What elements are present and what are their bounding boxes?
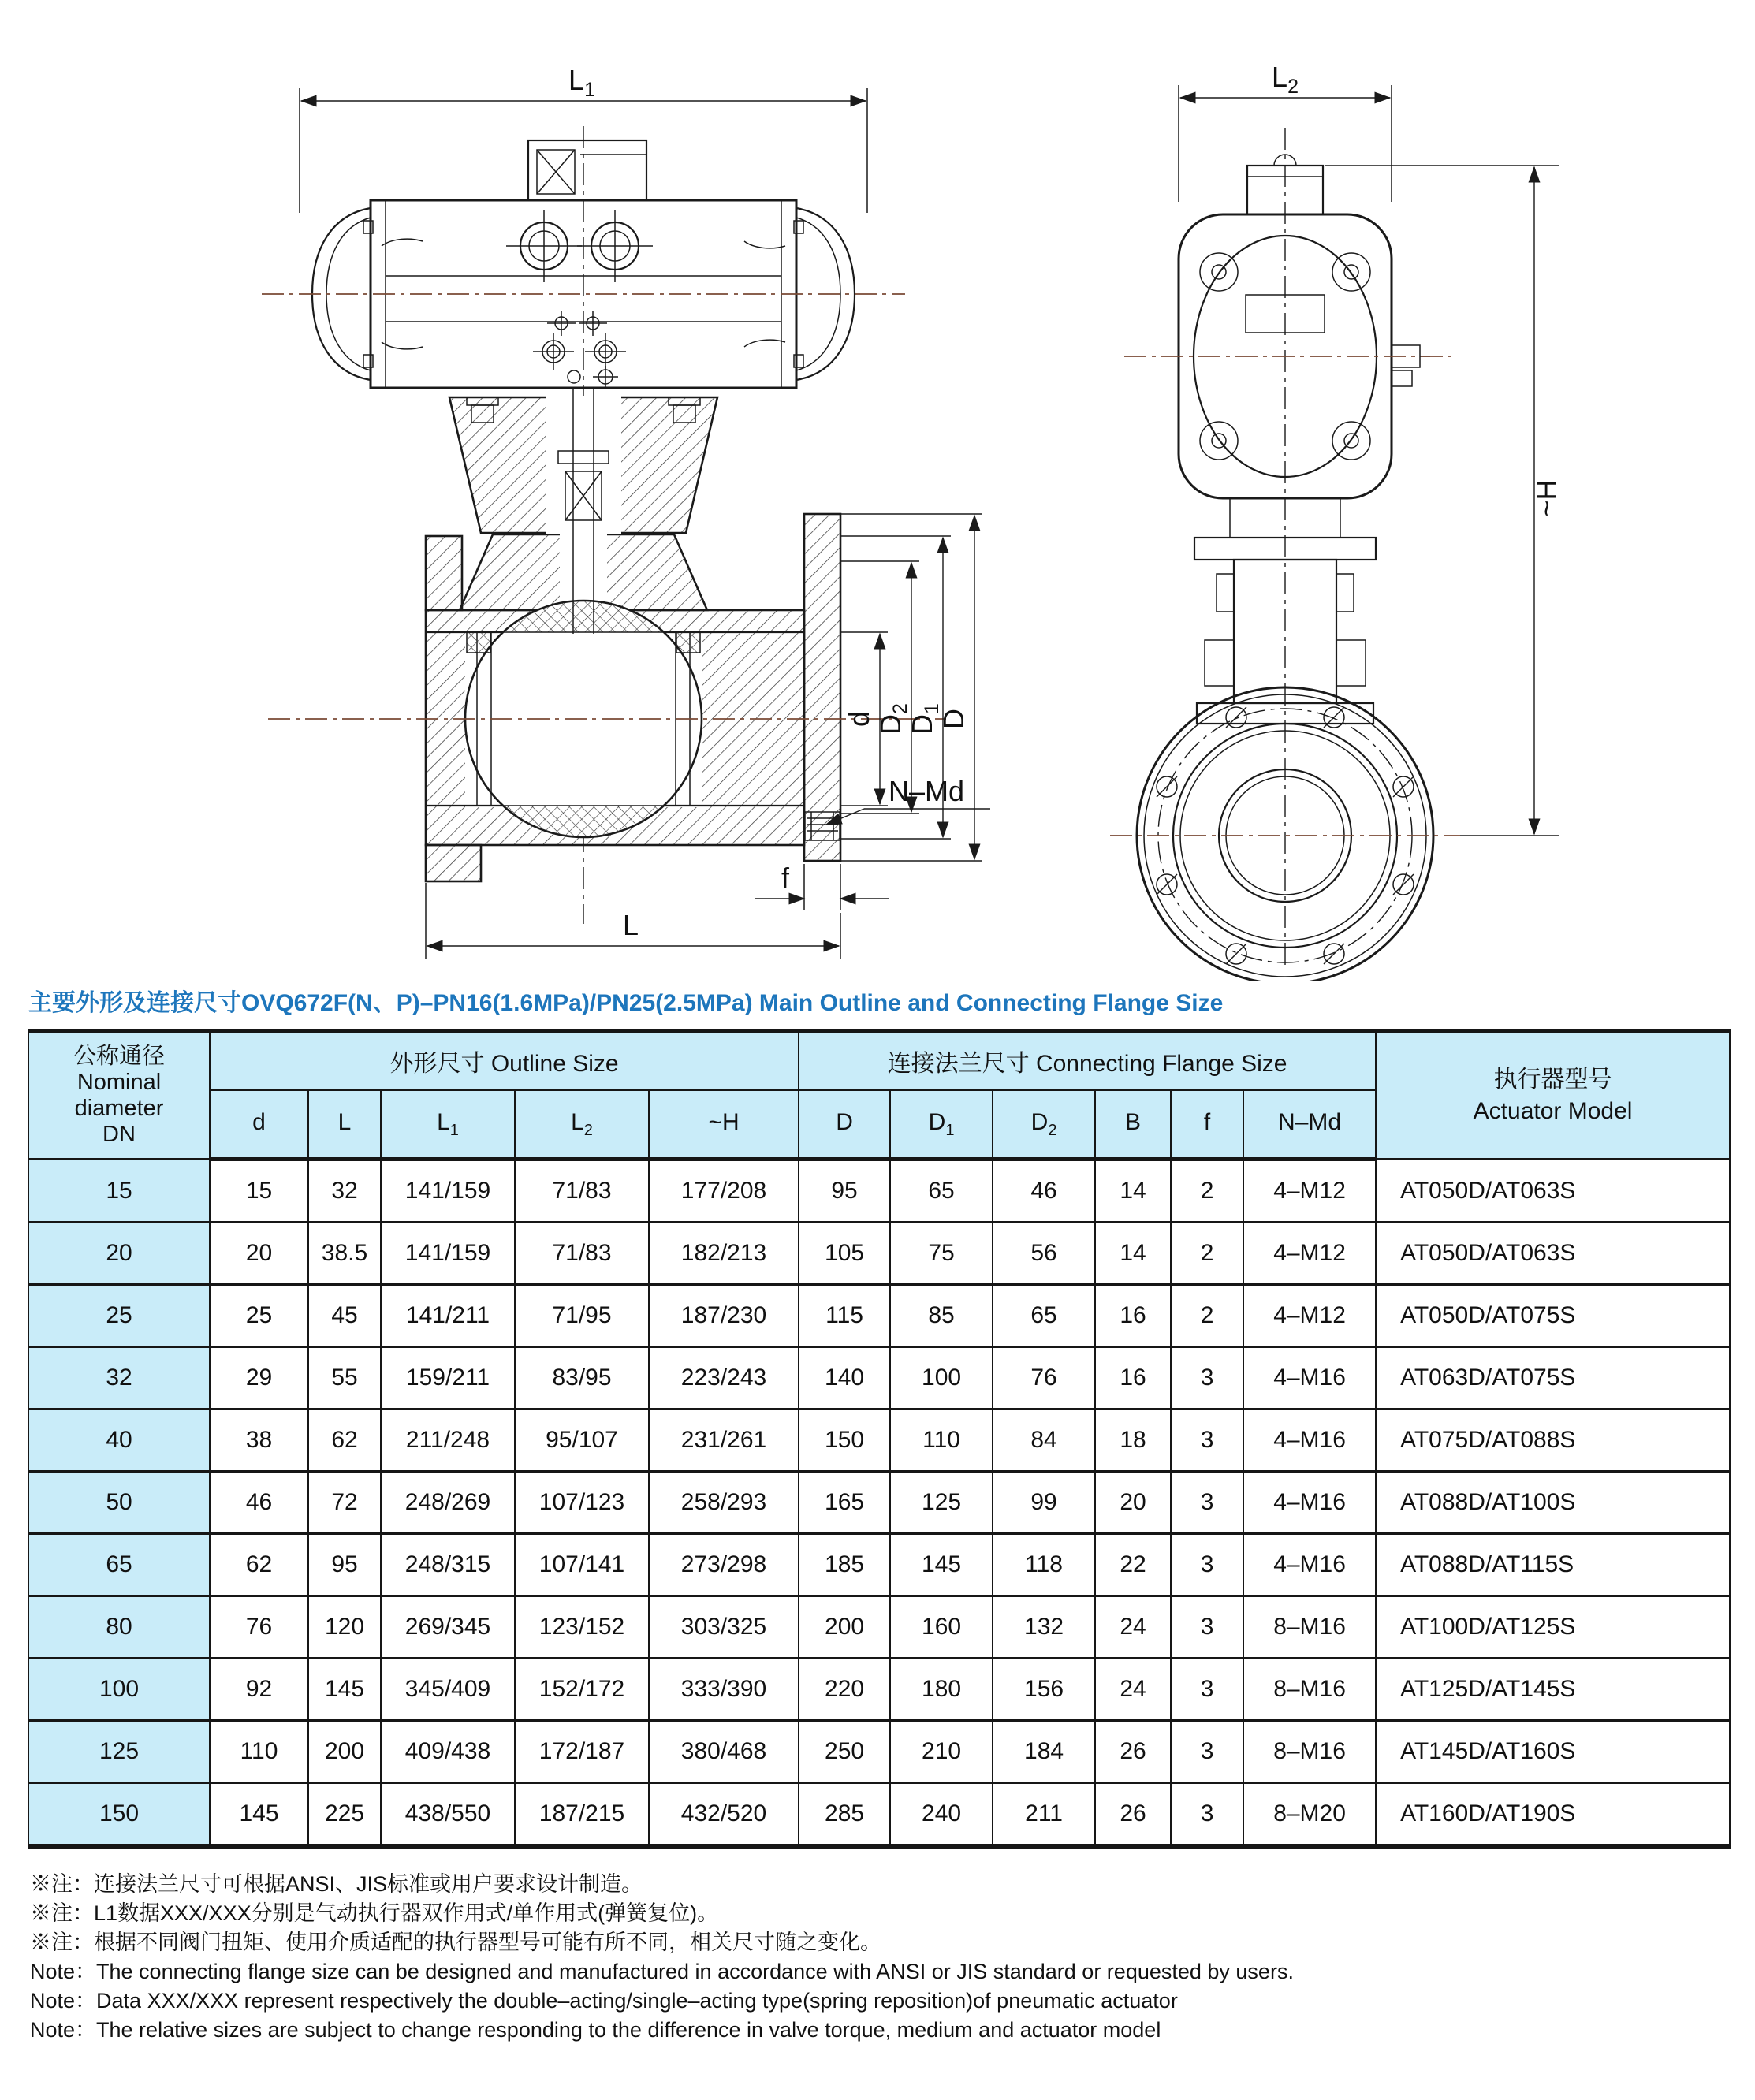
table-cell: 46 bbox=[210, 1472, 308, 1534]
table-cell: 248/315 bbox=[381, 1534, 515, 1596]
note-line: Note：Data XXX/XXX represent respectively the double–acting/single–acting type(spring reposition)of pneumatic actuator bbox=[30, 1989, 1178, 2013]
table-cell: 165 bbox=[799, 1472, 890, 1534]
table-cell: 3 bbox=[1171, 1596, 1243, 1659]
table-cell: 177/208 bbox=[649, 1160, 799, 1223]
drawing-end-view bbox=[970, 9, 1664, 981]
table-cell: 141/211 bbox=[381, 1285, 515, 1347]
table-cell: 250 bbox=[799, 1721, 890, 1783]
table-cell: 38.5 bbox=[308, 1223, 381, 1285]
table-cell: 180 bbox=[890, 1659, 993, 1721]
table-cell: 141/159 bbox=[381, 1223, 515, 1285]
table-cell: 95 bbox=[799, 1160, 890, 1223]
actuator-header-line: Actuator Model bbox=[1473, 1098, 1633, 1124]
col-header-B: B bbox=[1095, 1090, 1171, 1160]
actuator-end-view bbox=[1179, 155, 1430, 498]
table-cell: 269/345 bbox=[381, 1596, 515, 1659]
cell-dn: 80 bbox=[28, 1596, 210, 1659]
table-cell: 4–M16 bbox=[1243, 1534, 1376, 1596]
table-cell: 182/213 bbox=[649, 1223, 799, 1285]
note-line: Note：The relative sizes are subject to change responding to the difference in valve torque, medium and actuator model bbox=[30, 2018, 1161, 2042]
table-cell: 303/325 bbox=[649, 1596, 799, 1659]
cell-actuator-model: AT088D/AT100S bbox=[1376, 1472, 1730, 1534]
cell-dn: 150 bbox=[28, 1783, 210, 1847]
solenoid-fitting bbox=[528, 140, 646, 200]
table-cell: 145 bbox=[308, 1659, 381, 1721]
table-cell: 240 bbox=[890, 1783, 993, 1847]
table-cell: 184 bbox=[993, 1721, 1095, 1783]
col-header-dn bbox=[28, 1031, 210, 1160]
cell-dn: 125 bbox=[28, 1721, 210, 1783]
table-cell: 273/298 bbox=[649, 1534, 799, 1596]
table-cell: 118 bbox=[993, 1534, 1095, 1596]
table-cell: 172/187 bbox=[515, 1721, 649, 1783]
table-row bbox=[28, 1596, 1730, 1659]
table-cell: 152/172 bbox=[515, 1659, 649, 1721]
table-row bbox=[28, 1534, 1730, 1596]
table-cell: 105 bbox=[799, 1223, 890, 1285]
companion-flange bbox=[804, 514, 840, 861]
dimension-NMd bbox=[826, 775, 990, 825]
air-port-circles bbox=[506, 210, 653, 282]
table-row bbox=[28, 1659, 1730, 1721]
table-cell: 409/438 bbox=[381, 1721, 515, 1783]
table-cell: 145 bbox=[890, 1534, 993, 1596]
table-cell: 110 bbox=[890, 1409, 993, 1472]
table-row bbox=[28, 1285, 1730, 1347]
table-cell: 3 bbox=[1171, 1347, 1243, 1409]
table-cell: 220 bbox=[799, 1659, 890, 1721]
group-header-flange-size: 连接法兰尺寸 Connecting Flange Size bbox=[799, 1031, 1376, 1090]
col-header-D: D bbox=[799, 1090, 890, 1160]
dim-label-L1: $L_1$ bbox=[568, 64, 595, 101]
dim-label-L2: $L_2$ bbox=[1272, 61, 1299, 98]
table-cell: 20 bbox=[1095, 1472, 1171, 1534]
cell-actuator-model: AT125D/AT145S bbox=[1376, 1659, 1730, 1721]
table-cell: 99 bbox=[993, 1472, 1095, 1534]
table-cell: 83/95 bbox=[515, 1347, 649, 1409]
cell-actuator-model: AT088D/AT115S bbox=[1376, 1534, 1730, 1596]
table-cell: 248/269 bbox=[381, 1472, 515, 1534]
table-cell: 223/243 bbox=[649, 1347, 799, 1409]
table-cell: 4–M12 bbox=[1243, 1285, 1376, 1347]
table-cell: 110 bbox=[210, 1721, 308, 1783]
col-header-actuator-model bbox=[1376, 1031, 1730, 1160]
dimension-H bbox=[1325, 166, 1563, 836]
table-cell: 210 bbox=[890, 1721, 993, 1783]
table-cell: 56 bbox=[993, 1223, 1095, 1285]
table-header bbox=[28, 1031, 1730, 1160]
table-cell: 8–M20 bbox=[1243, 1783, 1376, 1847]
table-cell: 55 bbox=[308, 1347, 381, 1409]
dim-label-d: d bbox=[843, 710, 875, 728]
table-cell: 4–M16 bbox=[1243, 1347, 1376, 1409]
table-cell: 29 bbox=[210, 1347, 308, 1409]
cell-actuator-model: AT050D/AT063S bbox=[1376, 1160, 1730, 1223]
table-cell: 16 bbox=[1095, 1347, 1171, 1409]
table-cell: 3 bbox=[1171, 1721, 1243, 1783]
cell-actuator-model: AT160D/AT190S bbox=[1376, 1783, 1730, 1847]
table-row bbox=[28, 1160, 1730, 1223]
table-cell: 71/83 bbox=[515, 1223, 649, 1285]
cell-dn: 65 bbox=[28, 1534, 210, 1596]
table-cell: 72 bbox=[308, 1472, 381, 1534]
table-cell: 15 bbox=[210, 1160, 308, 1223]
table-cell: 380/468 bbox=[649, 1721, 799, 1783]
table-cell: 8–M16 bbox=[1243, 1659, 1376, 1721]
table-cell: 92 bbox=[210, 1659, 308, 1721]
table-cell: 65 bbox=[890, 1160, 993, 1223]
table-cell: 20 bbox=[210, 1223, 308, 1285]
cell-actuator-model: AT050D/AT075S bbox=[1376, 1285, 1730, 1347]
table-cell: 95 bbox=[308, 1534, 381, 1596]
table-body bbox=[28, 1160, 1730, 1847]
table-cell: 333/390 bbox=[649, 1659, 799, 1721]
table-cell: 156 bbox=[993, 1659, 1095, 1721]
cell-dn: 32 bbox=[28, 1347, 210, 1409]
table-cell: 4–M16 bbox=[1243, 1409, 1376, 1472]
table-cell: 187/230 bbox=[649, 1285, 799, 1347]
table-group-header-row bbox=[28, 1031, 1730, 1090]
table-cell: 145 bbox=[210, 1783, 308, 1847]
col-header-NMd: N–Md bbox=[1243, 1090, 1376, 1160]
table-cell: 160 bbox=[890, 1596, 993, 1659]
table-cell: 3 bbox=[1171, 1659, 1243, 1721]
table-cell: 22 bbox=[1095, 1534, 1171, 1596]
table-cell: 159/211 bbox=[381, 1347, 515, 1409]
table-row bbox=[28, 1721, 1730, 1783]
table-cell: 4–M12 bbox=[1243, 1223, 1376, 1285]
note-line: ※注：L1数据XXX/XXX分别是气动执行器双作用式/单作用式(弹簧复位)。 bbox=[30, 1901, 719, 1925]
cell-actuator-model: AT050D/AT063S bbox=[1376, 1223, 1730, 1285]
table-cell: 46 bbox=[993, 1160, 1095, 1223]
dn-header-line: diameter bbox=[74, 1096, 164, 1121]
table-cell: 65 bbox=[993, 1285, 1095, 1347]
dim-label-L: L bbox=[622, 909, 639, 941]
dn-header-line: DN bbox=[102, 1122, 136, 1147]
dimension-L bbox=[426, 883, 840, 959]
table-row bbox=[28, 1223, 1730, 1285]
table-cell: 3 bbox=[1171, 1783, 1243, 1847]
table-cell: 3 bbox=[1171, 1534, 1243, 1596]
cell-dn: 25 bbox=[28, 1285, 210, 1347]
table-cell: 432/520 bbox=[649, 1783, 799, 1847]
col-header-L: L bbox=[308, 1090, 381, 1160]
table-cell: 45 bbox=[308, 1285, 381, 1347]
table-cell: 120 bbox=[308, 1596, 381, 1659]
table-cell: 231/261 bbox=[649, 1409, 799, 1472]
dn-header-line: 公称通径 bbox=[73, 1044, 165, 1069]
table-cell: 84 bbox=[993, 1409, 1095, 1472]
drawing-side-section-view bbox=[189, 9, 1009, 981]
col-header-d: d bbox=[210, 1090, 308, 1160]
table-cell: 71/83 bbox=[515, 1160, 649, 1223]
table-cell: 185 bbox=[799, 1534, 890, 1596]
dim-label-D: D bbox=[937, 709, 970, 729]
dim-label-H: ~H bbox=[1530, 479, 1563, 517]
table-cell: 71/95 bbox=[515, 1285, 649, 1347]
table-cell: 25 bbox=[210, 1285, 308, 1347]
table-cell: 2 bbox=[1171, 1285, 1243, 1347]
table-cell: 95/107 bbox=[515, 1409, 649, 1472]
table-cell: 4–M16 bbox=[1243, 1472, 1376, 1534]
table-cell: 16 bbox=[1095, 1285, 1171, 1347]
table-cell: 438/550 bbox=[381, 1783, 515, 1847]
table-cell: 2 bbox=[1171, 1160, 1243, 1223]
table-cell: 14 bbox=[1095, 1223, 1171, 1285]
table-cell: 76 bbox=[993, 1347, 1095, 1409]
table-cell: 107/123 bbox=[515, 1472, 649, 1534]
dim-label-D2: $D_2$ bbox=[874, 703, 911, 735]
table-cell: 24 bbox=[1095, 1596, 1171, 1659]
table-cell: 4–M12 bbox=[1243, 1160, 1376, 1223]
cell-dn: 20 bbox=[28, 1223, 210, 1285]
cell-actuator-model: AT075D/AT088S bbox=[1376, 1409, 1730, 1472]
note-line: Note：The connecting flange size can be designed and manufactured in accordance with ANSI or JIS standard or requested by users. bbox=[30, 1960, 1294, 1983]
table-cell: 76 bbox=[210, 1596, 308, 1659]
table-cell: 141/159 bbox=[381, 1160, 515, 1223]
group-header-outline-size: 外形尺寸 Outline Size bbox=[210, 1031, 799, 1090]
table-cell: 200 bbox=[799, 1596, 890, 1659]
table-cell: 107/141 bbox=[515, 1534, 649, 1596]
table-row bbox=[28, 1347, 1730, 1409]
table-cell: 187/215 bbox=[515, 1783, 649, 1847]
dim-label-f: f bbox=[781, 862, 790, 894]
table-cell: 18 bbox=[1095, 1409, 1171, 1472]
dim-label-D1: $D_1$ bbox=[906, 703, 943, 735]
col-header-H: ~H bbox=[649, 1090, 799, 1160]
table-cell: 62 bbox=[210, 1534, 308, 1596]
table-cell: 3 bbox=[1171, 1409, 1243, 1472]
col-header-D1: $D_1$ bbox=[890, 1090, 993, 1160]
table-row bbox=[28, 1472, 1730, 1534]
table-cell: 345/409 bbox=[381, 1659, 515, 1721]
table-cell: 75 bbox=[890, 1223, 993, 1285]
table-cell: 32 bbox=[308, 1160, 381, 1223]
cell-dn: 40 bbox=[28, 1409, 210, 1472]
table-cell: 125 bbox=[890, 1472, 993, 1534]
table-cell: 2 bbox=[1171, 1223, 1243, 1285]
cell-actuator-model: AT063D/AT075S bbox=[1376, 1347, 1730, 1409]
table-cell: 115 bbox=[799, 1285, 890, 1347]
table-cell: 150 bbox=[799, 1409, 890, 1472]
table-row bbox=[28, 1409, 1730, 1472]
table-cell: 258/293 bbox=[649, 1472, 799, 1534]
table-cell: 24 bbox=[1095, 1659, 1171, 1721]
col-header-f: f bbox=[1171, 1090, 1243, 1160]
table-cell: 62 bbox=[308, 1409, 381, 1472]
table-cell: 3 bbox=[1171, 1472, 1243, 1534]
table-cell: 200 bbox=[308, 1721, 381, 1783]
cell-actuator-model: AT100D/AT125S bbox=[1376, 1596, 1730, 1659]
table-cell: 132 bbox=[993, 1596, 1095, 1659]
cell-actuator-model: AT145D/AT160S bbox=[1376, 1721, 1730, 1783]
dimension-table bbox=[28, 1029, 1731, 1849]
table-cell: 14 bbox=[1095, 1160, 1171, 1223]
table-cell: 123/152 bbox=[515, 1596, 649, 1659]
col-header-L1: $L_1$ bbox=[381, 1090, 515, 1160]
cell-dn: 100 bbox=[28, 1659, 210, 1721]
table-row bbox=[28, 1783, 1730, 1847]
table-cell: 285 bbox=[799, 1783, 890, 1847]
table-cell: 140 bbox=[799, 1347, 890, 1409]
table-cell: 38 bbox=[210, 1409, 308, 1472]
actuator-header-line: 执行器型号 bbox=[1493, 1067, 1612, 1093]
table-cell: 225 bbox=[308, 1783, 381, 1847]
table-cell: 8–M16 bbox=[1243, 1596, 1376, 1659]
dn-header-line: Nominal bbox=[76, 1070, 162, 1095]
note-line: ※注：根据不同阀门扭矩、使用介质适配的执行器型号可能有所不同，相关尺寸随之变化。 bbox=[30, 1931, 881, 1954]
table-cell: 85 bbox=[890, 1285, 993, 1347]
table-cell: 26 bbox=[1095, 1783, 1171, 1847]
section-title: 主要外形及连接尺寸OVQ672F(N、P)–PN16(1.6MPa)/PN25(2.5MPa) Main Outline and Connecting Flange Size bbox=[28, 990, 1224, 1016]
notes-list bbox=[30, 1870, 1294, 2045]
col-header-D2: $D_2$ bbox=[993, 1090, 1095, 1160]
col-header-L2: $L_2$ bbox=[515, 1090, 649, 1160]
dim-label-NMd: N–Md bbox=[888, 775, 965, 807]
dimension-f bbox=[755, 862, 889, 910]
cell-dn: 15 bbox=[28, 1160, 210, 1223]
table-cell: 100 bbox=[890, 1347, 993, 1409]
table-cell: 211 bbox=[993, 1783, 1095, 1847]
table-cell: 211/248 bbox=[381, 1409, 515, 1472]
cell-dn: 50 bbox=[28, 1472, 210, 1534]
table-cell: 8–M16 bbox=[1243, 1721, 1376, 1783]
note-line: ※注：连接法兰尺寸可根据ANSI、JIS标准或用户要求设计制造。 bbox=[30, 1872, 643, 1896]
table-cell: 26 bbox=[1095, 1721, 1171, 1783]
